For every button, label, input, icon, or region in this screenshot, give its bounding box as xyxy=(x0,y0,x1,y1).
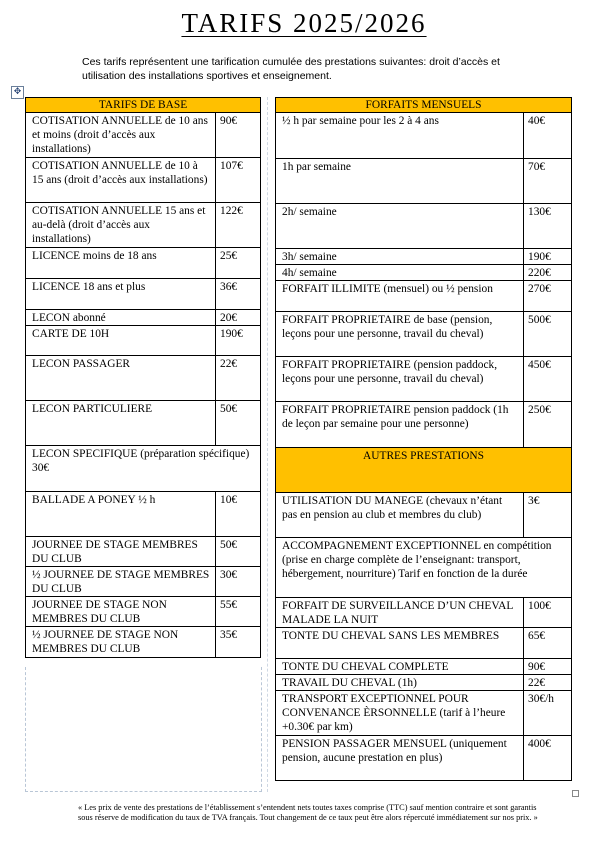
row-label: FORFAIT ILLIMITE (mensuel) ou ½ pension xyxy=(276,281,524,312)
row-label: LECON SPECIFIQUE (préparation spécifique) xyxy=(32,448,250,460)
row-price: 25€ xyxy=(216,248,261,279)
row-price: 40€ xyxy=(524,113,572,159)
row-label: ½ JOURNEE DE STAGE NON MEMBRES DU CLUB xyxy=(26,627,216,658)
row-label: TRANSPORT EXCEPTIONNEL POUR CONVENANCE ÈRSONNELLE (tarif à l’heure +0.30€ par km) xyxy=(276,691,524,736)
row-price: 50€ xyxy=(216,401,261,446)
row-price: 22€ xyxy=(524,675,572,691)
row-label: BALLADE A PONEY ½ h xyxy=(26,492,216,537)
row-label: 4h/ semaine xyxy=(276,265,524,281)
row-price: 65€ xyxy=(524,628,572,659)
row-price: 70€ xyxy=(524,159,572,204)
row-price: 107€ xyxy=(216,158,261,203)
row-label: 2h/ semaine xyxy=(276,204,524,249)
row-price: 3€ xyxy=(524,493,572,538)
row-label: LICENCE 18 ans et plus xyxy=(26,279,216,310)
row-label: LECON PASSAGER xyxy=(26,356,216,401)
intro-text: Ces tarifs représentent une tarification cumulée des prestations suivantes: droit d’accès et utilisation des installations sportives et enseignement. xyxy=(82,56,500,82)
other-services-header: AUTRES PRESTATIONS xyxy=(276,448,572,493)
row-price: 20€ xyxy=(216,310,261,326)
move-handle-icon[interactable]: ✥ xyxy=(11,86,24,99)
row-label: FORFAIT PROPRIETAIRE (pension paddock, leçons pour une personne, travail du cheval) xyxy=(276,357,524,402)
row-price: 270€ xyxy=(524,281,572,312)
row-price: 250€ xyxy=(524,402,572,448)
row-label: FORFAIT PROPRIETAIRE pension paddock (1h de leçon par semaine pour une personne) xyxy=(276,402,524,448)
row-price: 500€ xyxy=(524,312,572,357)
row-price: 10€ xyxy=(216,492,261,537)
row-label: ACCOMPAGNEMENT EXCEPTIONNEL en compétition (prise en charge complète de l’enseignant: transport, hébergement, nourriture) Tarif en fonction de la durée xyxy=(276,538,572,598)
row-price: 55€ xyxy=(216,597,261,627)
row-price: 30€/h xyxy=(524,691,572,736)
row-label: TONTE DU CHEVAL SANS LES MEMBRES xyxy=(276,628,524,659)
row-label: COTISATION ANNUELLE de 10 ans et moins (droit d’accès aux installations) xyxy=(26,113,216,158)
row-label: JOURNEE DE STAGE MEMBRES DU CLUB xyxy=(26,537,216,567)
row-label: JOURNEE DE STAGE NON MEMBRES DU CLUB xyxy=(26,597,216,627)
row-label: TRAVAIL DU CHEVAL (1h) xyxy=(276,675,524,691)
page-title: TARIFS 2025/2026 xyxy=(181,8,427,38)
row-price: 450€ xyxy=(524,357,572,402)
row-label: FORFAIT DE SURVEILLANCE D’UN CHEVAL MALADE LA NUIT xyxy=(276,598,524,628)
row-label: COTISATION ANNUELLE 15 ans et au-delà (droit d’accès aux installations) xyxy=(26,203,216,248)
row-price: 130€ xyxy=(524,204,572,249)
row-label: ½ h par semaine pour les 2 à 4 ans xyxy=(276,113,524,159)
row-label: LECON abonné xyxy=(26,310,216,326)
base-rates-table xyxy=(25,97,261,658)
row-price: 36€ xyxy=(216,279,261,310)
row-label: 1h par semaine xyxy=(276,159,524,204)
monthly-packages-table xyxy=(275,97,572,781)
row-price: 35€ xyxy=(216,627,261,658)
column-divider xyxy=(267,97,268,792)
row-label: LECON PARTICULIERE xyxy=(26,401,216,446)
footer-note: « Les prix de vente des prestations de l’établissement s’entendent nets toutes taxes comprise (TTC) sauf mention contraire et sont garantis sous réserve de modification du taux de TVA français. Tout changement de ce taux peut être alors répercuté immédiatement sur nos prix. » xyxy=(78,803,538,822)
row-price: 220€ xyxy=(524,265,572,281)
row-label: LICENCE moins de 18 ans xyxy=(26,248,216,279)
base-rates-header: TARIFS DE BASE xyxy=(26,98,261,113)
row-price: 30€ xyxy=(32,462,50,474)
row-price: 50€ xyxy=(216,537,261,567)
row-label: CARTE DE 10H xyxy=(26,326,216,356)
row-label: FORFAIT PROPRIETAIRE de base (pension, leçons pour une personne, travail du cheval) xyxy=(276,312,524,357)
row-price: 100€ xyxy=(524,598,572,628)
row-label: 3h/ semaine xyxy=(276,249,524,265)
row-label-merged xyxy=(26,446,261,492)
row-label: UTILISATION DU MANEGE (chevaux n’étant pas en pension au club et membres du club) xyxy=(276,493,524,538)
row-price: 22€ xyxy=(216,356,261,401)
row-price: 90€ xyxy=(524,659,572,675)
row-label: PENSION PASSAGER MENSUEL (uniquement pension, aucune prestation en plus) xyxy=(276,736,524,781)
table-resize-handle[interactable] xyxy=(572,790,579,797)
empty-area-guides xyxy=(25,667,262,792)
row-label: COTISATION ANNUELLE de 10 à 15 ans (droit d’accès aux installations) xyxy=(26,158,216,203)
row-price: 400€ xyxy=(524,736,572,781)
row-price: 190€ xyxy=(524,249,572,265)
row-price: 30€ xyxy=(216,567,261,597)
row-price: 122€ xyxy=(216,203,261,248)
row-price: 90€ xyxy=(216,113,261,158)
row-price: 190€ xyxy=(216,326,261,356)
row-label: TONTE DU CHEVAL COMPLETE xyxy=(276,659,524,675)
monthly-packages-header: FORFAITS MENSUELS xyxy=(276,98,572,113)
row-label: ½ JOURNEE DE STAGE MEMBRES DU CLUB xyxy=(26,567,216,597)
